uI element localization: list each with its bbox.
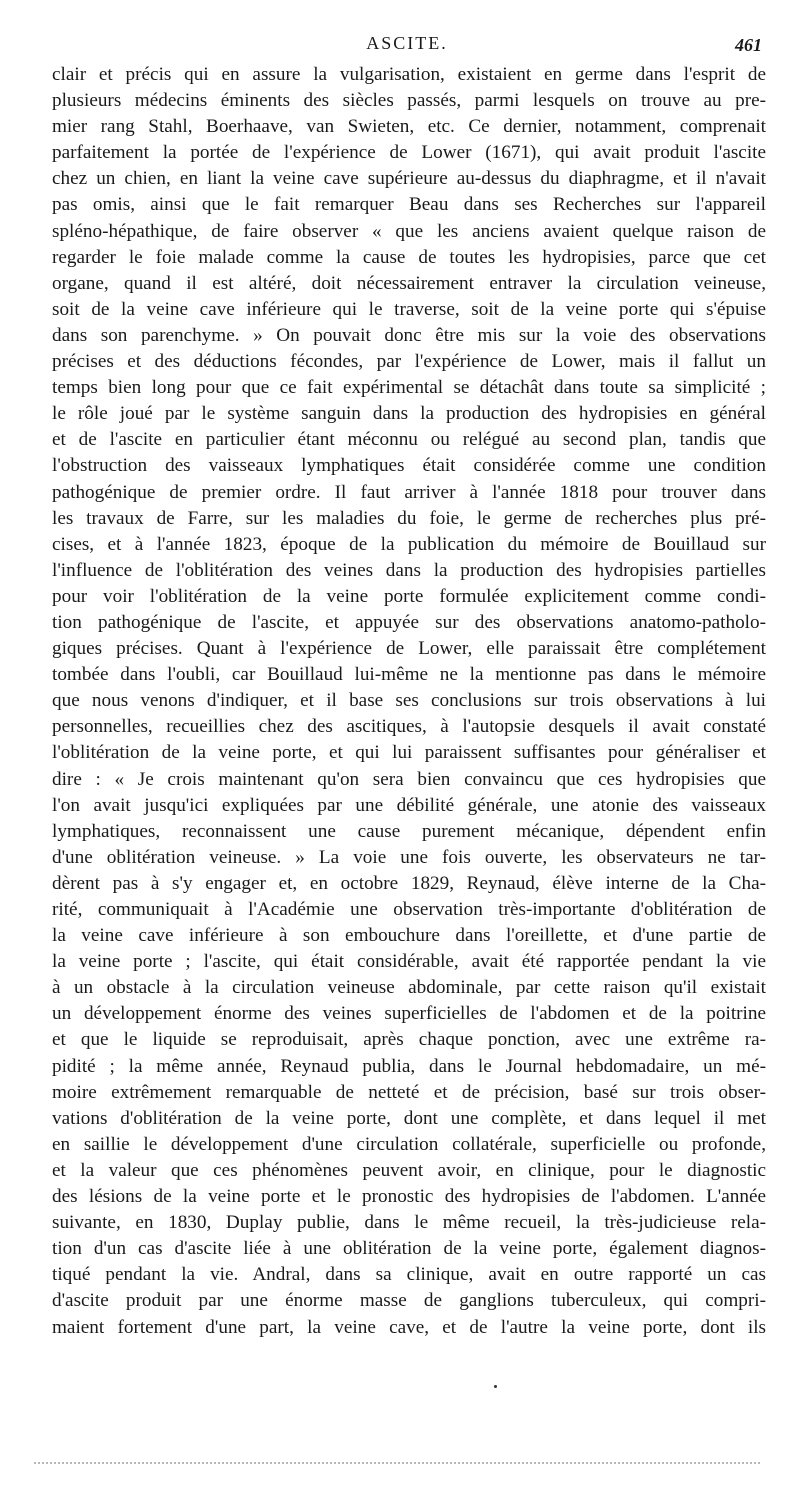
ink-speck	[494, 1385, 497, 1388]
text-line: l'obstruction des vaisseaux lymphatiques était considérée comme une condition	[52, 455, 766, 477]
text-line: parfaitement la portée de l'expérience de Lower (1671), qui avait produit l'ascite	[52, 142, 766, 164]
text-line: dire : « Je crois maintenant qu'on sera bien convaincu que ces hydropisies que	[52, 768, 766, 790]
text-line: clair et précis qui en assure la vulgarisation, existaient en germe dans l'esprit de	[52, 64, 766, 85]
text-line: plusieurs médecins éminents des siècles passés, parmi lesquels on trouve au pre-	[52, 90, 766, 112]
text-line: pathogénique de premier ordre. Il faut arriver à l'année 1818 pour trouver dans	[52, 481, 766, 503]
text-line: pidité ; la même année, Reynaud publia, dans le Journal hebdomadaire, un mé-	[52, 1055, 766, 1077]
text-line: tion d'un cas d'ascite liée à une oblitération de la veine porte, également diagnos-	[52, 1238, 766, 1260]
text-line: tiqué pendant la vie. Andral, dans sa clinique, avait en outre rapporté un cas	[52, 1264, 766, 1286]
body-text	[52, 62, 766, 1341]
text-line: l'on avait jusqu'ici expliquées par une débilité générale, une atonie des vaisseaux	[52, 794, 766, 816]
text-line: des lésions de la veine porte et le pronostic des hydropisies de l'abdomen. L'année	[52, 1186, 766, 1208]
text-line: giques précises. Quant à l'expérience de Lower, elle paraissait être complétement	[52, 638, 766, 660]
text-line: mier rang Stahl, Boerhaave, van Swieten, etc. Ce dernier, notamment, comprenait	[52, 116, 766, 138]
footer-dotted-rule	[34, 1462, 760, 1468]
text-line: un développement énorme des veines superficielles de l'abdomen et de la poitrine	[52, 1003, 766, 1025]
text-line: tion pathogénique de l'ascite, et appuyée sur des observations anatomo-patholo-	[52, 611, 766, 633]
page-number: 461	[735, 35, 762, 55]
text-line: les travaux de Farre, sur les maladies du foie, le germe de recherches plus pré-	[52, 507, 766, 529]
text-line: suivante, en 1830, Duplay publie, dans le même recueil, la très-judicieuse rela-	[52, 1212, 766, 1234]
text-line: l'influence de l'oblitération des veines dans la production des hydropisies partielles	[52, 559, 766, 581]
text-line: spléno-hépathique, de faire observer « que les anciens avaient quelque raison de	[52, 220, 766, 242]
text-line: maient fortement d'une part, la veine cave, et de l'autre la veine porte, dont ils	[52, 1316, 766, 1338]
text-line: dans son parenchyme. » On pouvait donc être mis sur la voie des observations	[52, 324, 766, 346]
text-line: l'oblitération de la veine porte, et qui lui paraissent suffisantes pour généraliser et	[52, 742, 766, 764]
text-line: et la valeur que ces phénomènes peuvent avoir, en clinique, pour le diagnostic	[52, 1159, 766, 1181]
running-head	[52, 30, 762, 56]
text-line: précises et des déductions fécondes, par l'expérience de Lower, mais il fallut un	[52, 351, 766, 373]
text-line: temps bien long pour que ce fait expérimental se détachât dans toute sa simplicité ;	[52, 377, 766, 399]
text-line: d'ascite produit par une énorme masse de ganglions tuberculeux, qui compri-	[52, 1290, 766, 1312]
text-line: organe, quand il est altéré, doit nécessairement entraver la circulation veineuse,	[52, 272, 766, 294]
text-line: rité, communiquait à l'Académie une observation très-importante d'oblitération de	[52, 899, 766, 920]
text-line: personnelles, recueillies chez des ascitiques, à l'autopsie desquels il avait constaté	[52, 716, 766, 738]
text-line: et que le liquide se reproduisait, après chaque ponction, avec une extrême ra-	[52, 1029, 766, 1051]
text-line: la veine porte ; l'ascite, qui était considérable, avait été rapportée pendant la vie	[52, 951, 766, 973]
text-line: soit de la veine cave inférieure qui le traverse, soit de la veine porte qui s'épuise	[52, 298, 766, 320]
text-line: moire extrêmement remarquable de netteté et de précision, basé sur trois obser-	[52, 1081, 766, 1103]
text-line: lymphatiques, reconnaissent une cause purement mécanique, dépendent enfin	[52, 820, 766, 842]
text-line: la veine cave inférieure à son embouchure dans l'oreillette, et d'une partie de	[52, 925, 766, 947]
text-line: regarder le foie malade comme la cause de toutes les hydropisies, parce que cet	[52, 246, 766, 268]
text-line: que nous venons d'indiquer, et il base ses conclusions sur trois observations à lui	[52, 690, 766, 712]
text-line: et de l'ascite en particulier étant méconnu ou relégué au second plan, tandis que	[52, 429, 766, 451]
text-line: à un obstacle à la circulation veineuse abdominale, par cette raison qu'il existait	[52, 977, 766, 999]
text-line: le rôle joué par le système sanguin dans la production des hydropisies en général	[52, 403, 766, 425]
text-line: cises, et à l'année 1823, époque de la publication du mémoire de Bouillaud sur	[52, 533, 766, 555]
running-title: ASCITE.	[366, 33, 448, 53]
text-line: dèrent pas à s'y engager et, en octobre 1829, Reynaud, élève interne de la Cha-	[52, 872, 766, 894]
text-line: vations d'oblitération de la veine porte, dont une complète, et dans lequel il met	[52, 1107, 766, 1129]
text-line: tombée dans l'oubli, car Bouillaud lui-même ne la mentionne pas dans le mémoire	[52, 664, 766, 686]
text-line: pour voir l'oblitération de la veine porte formulée explicitement comme condi-	[52, 585, 766, 607]
text-line: en saillie le développement d'une circulation collatérale, superficielle ou profonde,	[52, 1133, 766, 1155]
text-line: d'une oblitération veineuse. » La voie une fois ouverte, les observateurs ne tar-	[52, 846, 766, 868]
text-line: pas omis, ainsi que le fait remarquer Beau dans ses Recherches sur l'appareil	[52, 194, 766, 216]
text-line: chez un chien, en liant la veine cave supérieure au-dessus du diaphragme, et il n'avait	[52, 168, 766, 190]
